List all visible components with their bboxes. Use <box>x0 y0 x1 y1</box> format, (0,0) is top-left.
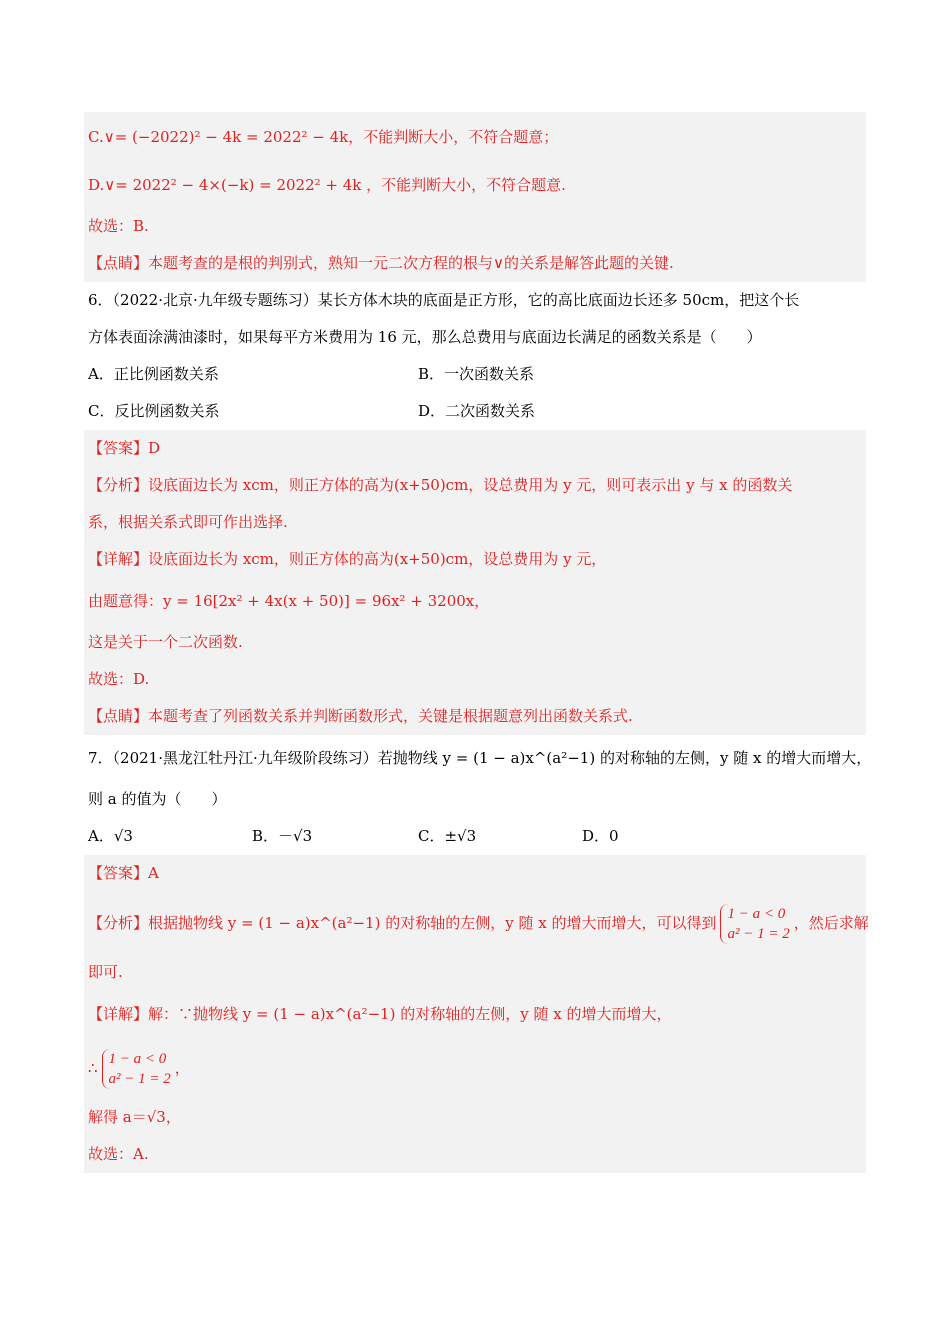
q7-option-c: C．±√3 <box>418 827 477 845</box>
q7-detail-line1: 【详解】解：∵抛物线 y = (1 − a)x^(a²−1) 的对称轴的左侧，y 随 x 的增大而增大， <box>84 991 866 1037</box>
q7-detail-system-eq1: 1 − a < 0 <box>108 1051 167 1067</box>
q6-options-row1 <box>84 356 866 393</box>
q6-option-d: D．二次函数关系 <box>418 402 536 420</box>
q6-analysis-line2: 系，根据关系式即可作出选择. <box>84 504 866 541</box>
q7-choice: 故选：A. <box>84 1136 866 1173</box>
q7-analysis-system-eq1: 1 − a < 0 <box>727 906 786 922</box>
q7-detail-system-line <box>84 1037 866 1099</box>
prev-option-c: C.∨= (−2022)² − 4k = 2022² − 4k，不能判断大小，不符合题意； <box>84 112 866 162</box>
q6-answer: 【答案】D <box>84 430 866 467</box>
q6-detail-line3: 这是关于一个二次函数. <box>84 624 866 661</box>
q7-option-b: B．－√3 <box>252 827 313 845</box>
q6-detail-line1: 【详解】设底面边长为 xcm，则正方体的高为(x+50)cm，设总费用为 y 元， <box>84 541 866 578</box>
q6-note: 【点睛】本题考查了列函数关系并判断函数形式，关键是根据题意列出函数关系式. <box>84 698 866 735</box>
q7-stem-line1: 7．（2021·黑龙江牡丹江·九年级阶段练习）若抛物线 y = (1 − a)x^(a²−1) 的对称轴的左侧，y 随 x 的增大而增大， <box>88 749 872 767</box>
q6-option-a: A．正比例函数关系 <box>88 365 219 383</box>
q6-choice: 故选：D. <box>84 661 866 698</box>
q6-stem-line1: 6．（2022·北京·九年级专题练习）某长方体木块的底面是正方形，它的高比底面边长还多 50cm，把这个长 <box>88 291 800 309</box>
q7-analysis-system-eq2: a² − 1 = 2 <box>727 926 790 942</box>
q7-analysis-line2: 即可. <box>84 954 866 991</box>
q7-options-row <box>84 818 866 855</box>
q7-analysis-line1 <box>84 892 869 954</box>
q6-option-c: C．反比例函数关系 <box>88 402 220 420</box>
q6-stem-line2: 方体表面涂满油漆时，如果每平方米费用为 16 元，那么总费用与底面边长满足的函数关系是（ ） <box>88 328 762 346</box>
document-page <box>84 112 872 1173</box>
q6-detail-equation: 由题意得：y = 16[2x² + 4x(x + 50)] = 96x² + 3200x， <box>84 578 866 624</box>
q6-analysis-line1: 【分析】设底面边长为 xcm，则正方体的高为(x+50)cm，设总费用为 y 元，则可表示出 y 与 x 的函数关 <box>84 467 866 504</box>
q7-option-d: D．0 <box>582 827 619 845</box>
prev-option-d: D.∨= 2022² − 4×(−k) = 2022² + 4k ，不能判断大小，不符合题意. <box>84 162 866 208</box>
prev-choice: 故选：B. <box>84 208 866 245</box>
q7-detail-system-eq2: a² − 1 = 2 <box>108 1071 171 1087</box>
q7-detail-system <box>102 1049 171 1089</box>
q7-detail-system-end: ， <box>174 1059 190 1077</box>
q7-answer: 【答案】A <box>84 855 866 892</box>
q7-analysis-tail: ，然后求解 <box>793 914 869 932</box>
therefore-symbol: ∴ <box>88 1059 98 1077</box>
q6-option-b: B．一次函数关系 <box>418 365 535 383</box>
q7-option-a: A．√3 <box>88 827 133 845</box>
q7-detail-solution: 解得 a＝√3， <box>84 1099 866 1136</box>
prev-note: 【点睛】本题考查的是根的判别式，熟知一元二次方程的根与∨的关系是解答此题的关键. <box>84 245 866 282</box>
q7-analysis-system <box>720 904 789 944</box>
q6-options-row2 <box>84 393 866 430</box>
q7-analysis-text: 【分析】根据抛物线 y = (1 − a)x^(a²−1) 的对称轴的左侧，y 随 x 的增大而增大，可以得到 <box>88 914 717 932</box>
q7-stem-line2: 则 a 的值为（ ） <box>88 790 227 808</box>
